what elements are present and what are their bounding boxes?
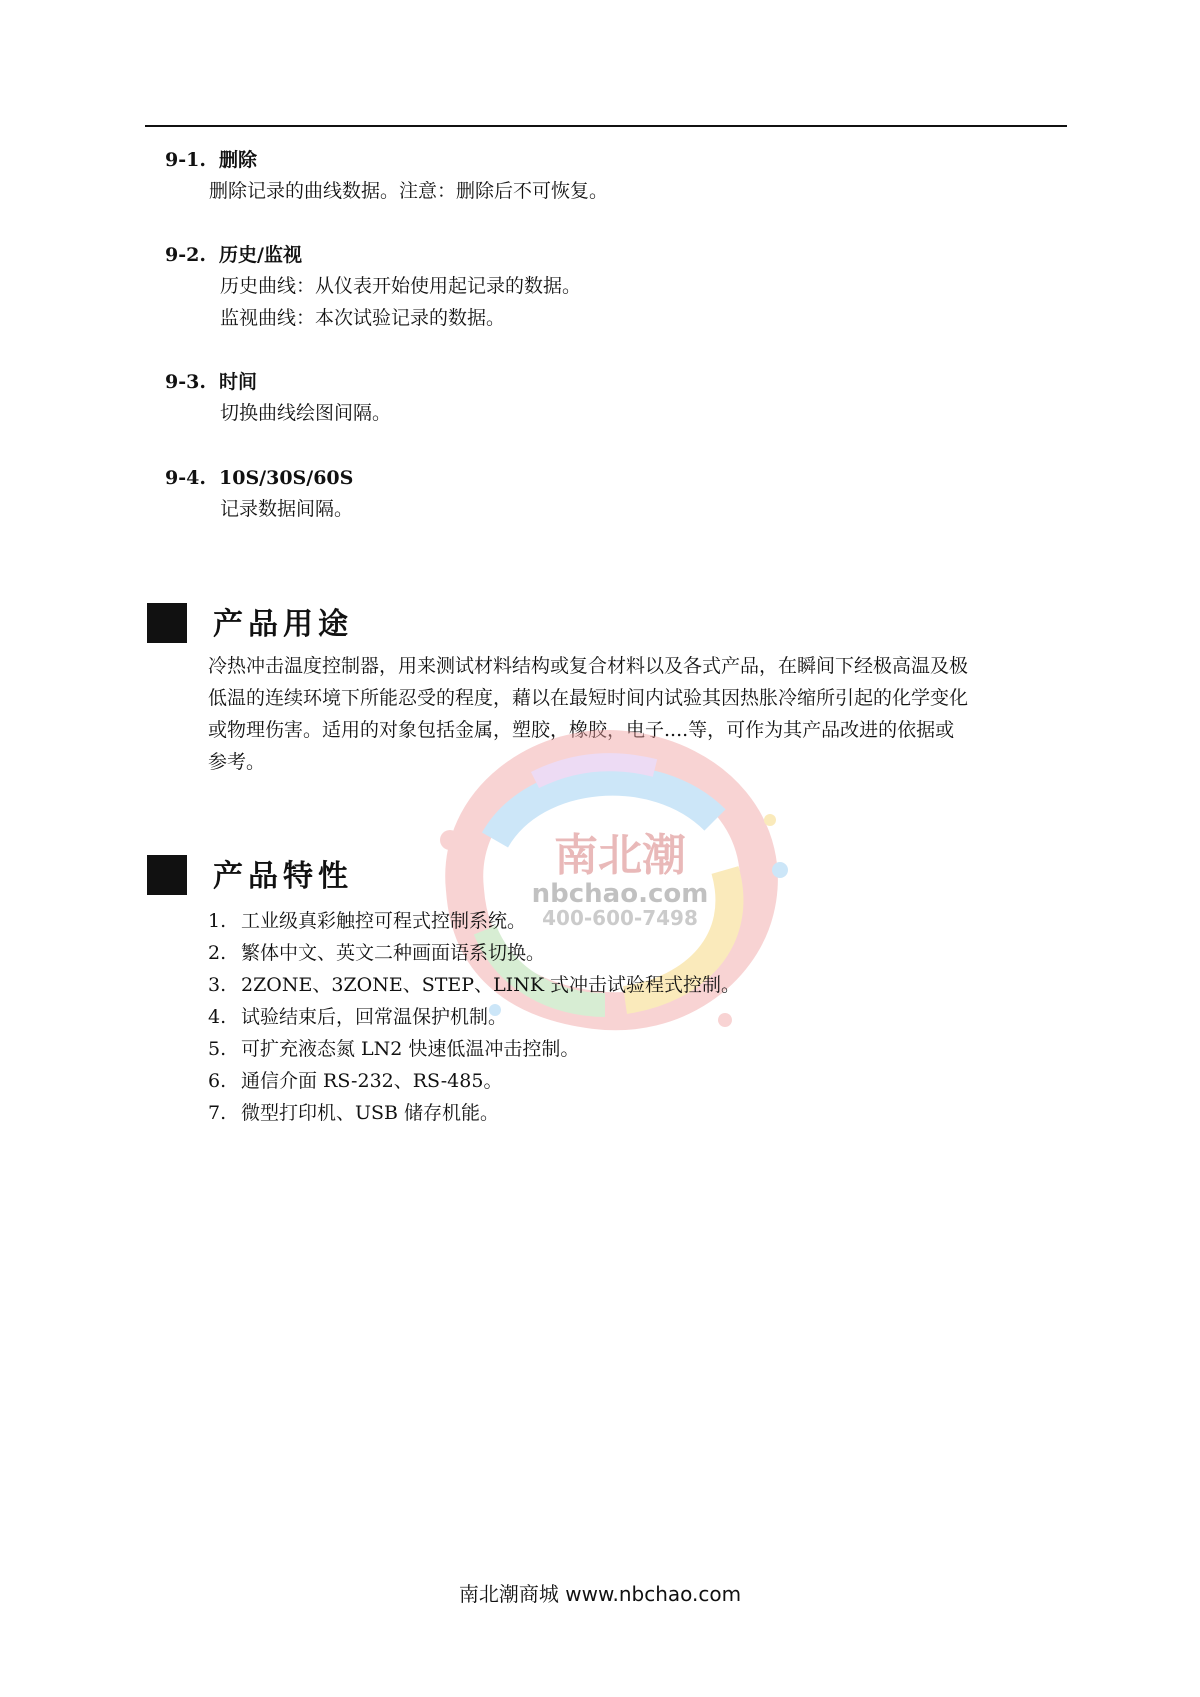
list-item: 7. 微型打印机、USB 储存机能。 [208, 1102, 500, 1124]
list-item: 3. 2ZONE、3ZONE、STEP、LINK 式冲击试验程式控制。 [208, 974, 741, 996]
watermark-cn-text: 南北潮 [554, 830, 686, 881]
subsection-title [165, 145, 1065, 175]
usage-line: 低温的连续环境下所能忍受的程度，藉以在最短时间内试验其因热胀冷缩所引起的化学变化 [208, 687, 969, 709]
subsection-heading: 时间 [219, 371, 258, 393]
list-item: 4. 试验结束后，回常温保护机制。 [208, 1006, 508, 1028]
subsection-number: 9-2. [165, 244, 206, 266]
subsection-heading: 删除 [219, 149, 258, 171]
subsection-9-3 [165, 367, 1065, 429]
subsection-heading: 10S/30S/60S [219, 467, 354, 489]
watermark-en-text: nbchao.com [531, 879, 709, 909]
subsection-number: 9-4. [165, 467, 206, 489]
list-item: 6. 通信介面 RS-232、RS-485。 [208, 1070, 503, 1092]
usage-heading: 产品用途 [213, 607, 353, 642]
subsection-title [165, 463, 1065, 493]
watermark-phone-text: 400-600-7498 [542, 906, 698, 930]
usage-paragraph [208, 650, 1068, 778]
subsection-text: 记录数据间隔。 [220, 498, 354, 520]
section-marker-square [147, 603, 187, 643]
subsection-title [165, 240, 1065, 270]
subsection-text: 切换曲线绘图间隔。 [220, 402, 392, 424]
subsection-title [165, 367, 1065, 397]
subsection-number: 9-3. [165, 371, 206, 393]
page-footer[interactable]: 南北潮商城 www.nbchao.com [458, 1582, 742, 1606]
list-item: 2. 繁体中文、英文二种画面语系切换。 [208, 942, 546, 964]
subsection-text: 历史曲线：从仪表开始使用起记录的数据。 [220, 275, 582, 297]
usage-line: 冷热冲击温度控制器，用来测试材料结构或复合材料以及各式产品，在瞬间下经极高温及极 [208, 655, 969, 677]
list-item: 1. 工业级真彩触控可程式控制系统。 [208, 910, 527, 932]
usage-line: 或物理伤害。适用的对象包括金属，塑胶，橡胶，电子....等，可作为其产品改进的依据或 [208, 719, 955, 741]
list-item: 5. 可扩充液态氮 LN2 快速低温冲击控制。 [208, 1038, 580, 1060]
usage-line: 参考。 [208, 751, 266, 773]
features-section-header [147, 855, 647, 895]
subsection-text: 删除记录的曲线数据。注意：删除后不可恢复。 [209, 180, 609, 202]
section-marker-square [147, 855, 187, 895]
subsection-heading: 历史/监视 [219, 244, 302, 266]
header-rule [145, 125, 1067, 127]
features-list [208, 905, 1068, 1129]
features-heading: 产品特性 [213, 859, 353, 894]
usage-section-header [147, 603, 647, 643]
subsection-9-2 [165, 240, 1065, 334]
subsection-9-1 [165, 145, 1065, 207]
subsection-9-4 [165, 463, 1065, 525]
subsection-number: 9-1. [165, 149, 206, 171]
subsection-text: 监视曲线：本次试验记录的数据。 [220, 307, 506, 329]
